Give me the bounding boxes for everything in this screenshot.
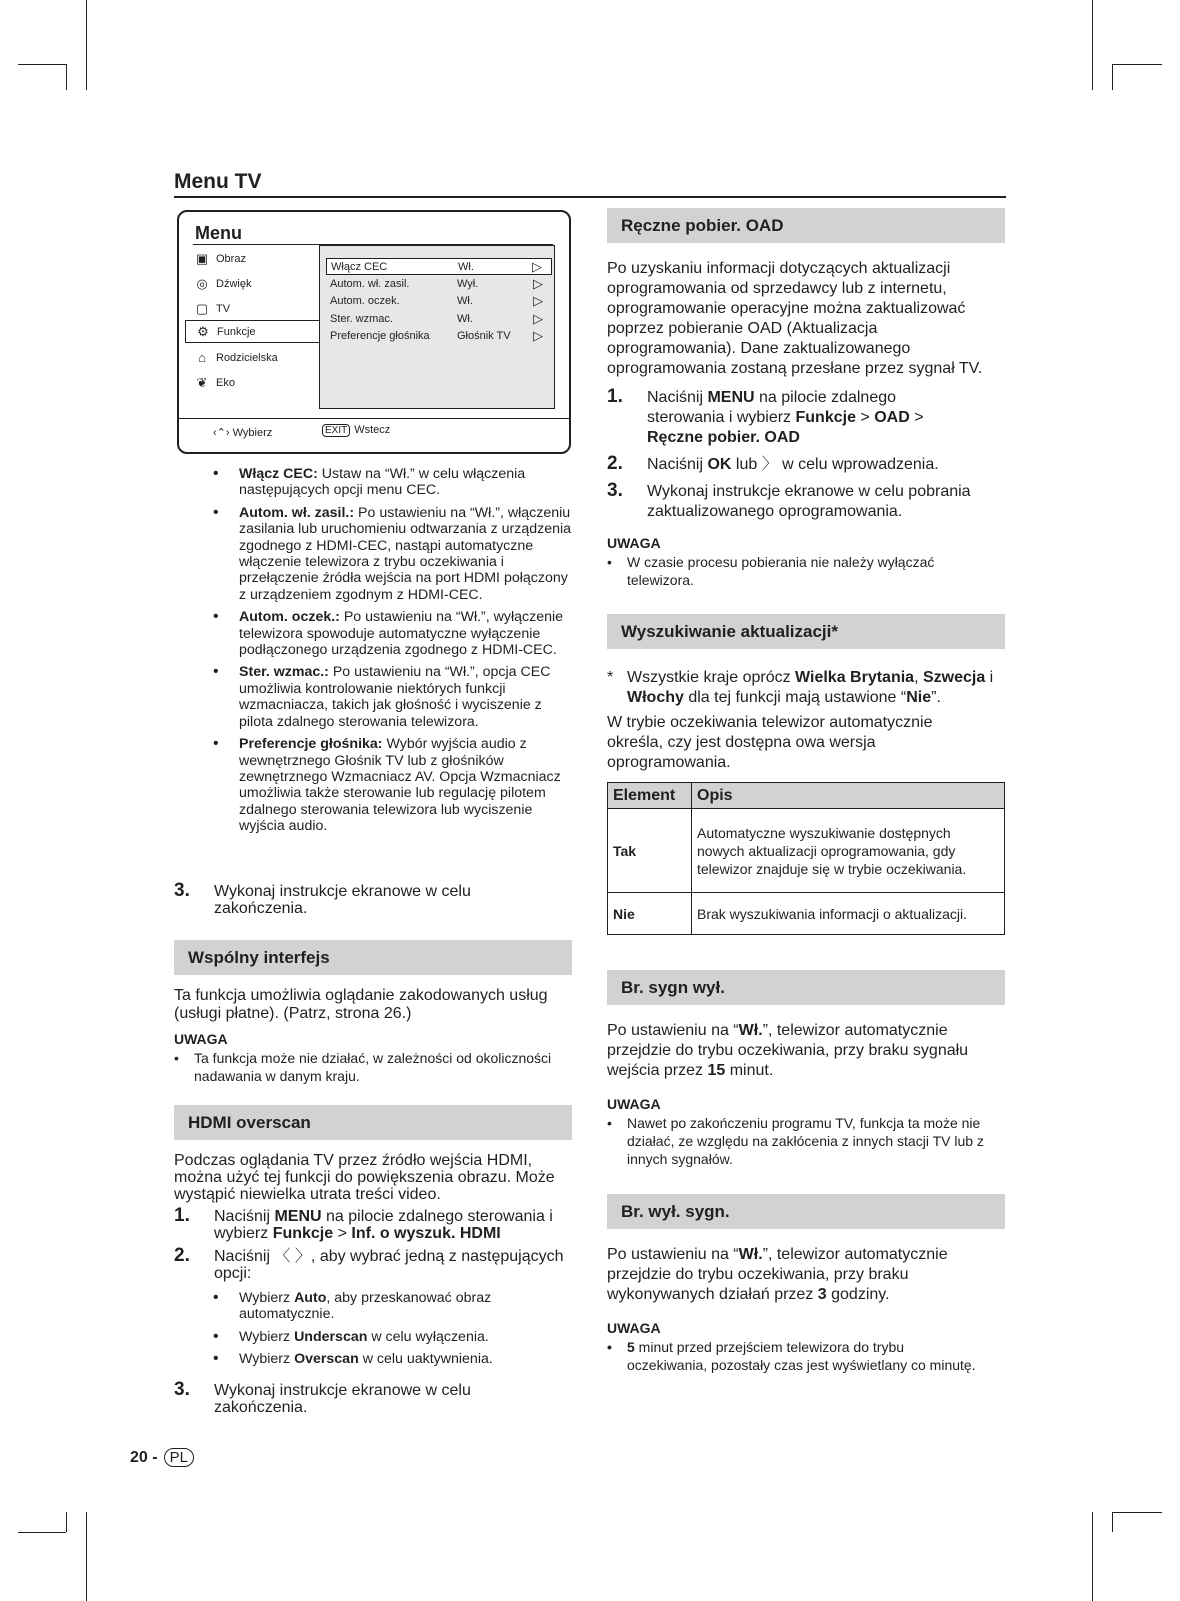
row-label: Autom. wł. zasil. — [330, 278, 410, 290]
play-arrow-icon: ▷ — [532, 259, 542, 274]
lock-icon: ⌂ — [198, 350, 206, 365]
picture-icon: ▣ — [195, 250, 209, 266]
menu-item-label: Eko — [216, 376, 235, 389]
list-item: • Wybierz Underscan w celu wyłączenia. — [213, 1329, 573, 1345]
paragraph: Po ustawieniu na “Wł.”, telewizor automatycznie przejdzie do trybu oczekiwania, przy braku wykonywanych działań przez 3 godziny. — [607, 1246, 948, 1303]
crop-mark — [18, 64, 66, 65]
note-heading: UWAGA — [607, 1320, 661, 1336]
submenu-row[interactable] — [326, 258, 552, 275]
play-arrow-icon: ▷ — [533, 311, 543, 326]
tv-icon: ▢ — [195, 300, 209, 316]
table-header: Opis — [692, 783, 1005, 809]
list-item: • Wybierz Overscan w celu uaktywnienia. — [213, 1351, 573, 1367]
menu-item-obraz[interactable] — [192, 247, 322, 270]
table-row — [608, 893, 1005, 935]
menu-item-label: Obraz — [216, 252, 246, 265]
submenu-panel — [319, 245, 555, 409]
paragraph: Ta funkcja umożliwia oglądanie zakodowanych usług (usługi płatne). (Patrz, strona 26.) — [174, 987, 548, 1022]
submenu-row[interactable] — [326, 328, 552, 345]
menu-item-tv[interactable] — [192, 297, 322, 320]
menu-item-rodzicielska[interactable] — [192, 346, 322, 369]
hdmi-option-list — [213, 1290, 573, 1374]
paragraph: Po ustawieniu na “Wł.”, telewizor automatycznie przejdzie do trybu oczekiwania, przy braku sygnału wejścia przez 15 minut. — [607, 1022, 969, 1079]
menu-item-label: Dźwięk — [216, 277, 252, 290]
crop-mark — [1112, 1512, 1113, 1532]
submenu-row[interactable] — [326, 311, 552, 328]
crop-mark — [1112, 64, 1162, 65]
page-number: 20 - — [130, 1448, 158, 1466]
footer-back-label: Wstecz — [354, 424, 391, 436]
row-value: Głośnik TV — [457, 330, 511, 342]
menu-item-dzwiek[interactable] — [192, 272, 322, 295]
row-label: Włącz CEC — [331, 261, 388, 273]
list-item: • Wybierz Auto, aby przeskanować obraz automatycznie. — [213, 1290, 573, 1323]
table-header: Element — [608, 783, 692, 809]
crop-mark — [66, 1512, 67, 1532]
page-title: Menu TV — [174, 170, 262, 193]
list-item: • Włącz CEC: Ustaw na “Wł.” w celu włączenia następujących opcji menu CEC. — [213, 466, 573, 499]
footer-select — [213, 426, 272, 439]
play-arrow-icon: ▷ — [533, 328, 543, 343]
title-rule — [174, 196, 1006, 198]
update-options-table — [607, 782, 1005, 935]
menu-item-label: Rodzicielska — [216, 351, 278, 364]
section-heading: Wyszukiwanie aktualizacji* — [607, 614, 1005, 649]
footer-back — [322, 424, 390, 437]
navigate-arrows-icon: ‹⌃› — [213, 427, 230, 439]
note: • Nawet po zakończeniu programu TV, funkcja ta może nie działać, ze względu na zakłócenia z innych stacji TV lub z innych sygnałów. — [607, 1115, 984, 1167]
language-badge: PL — [164, 1448, 194, 1467]
eco-icon: ❦ — [196, 374, 208, 390]
section-heading: Ręczne pobier. OAD — [607, 208, 1005, 243]
submenu-row[interactable] — [326, 293, 552, 310]
footnote: * Wszystkie kraje oprócz Wielka Brytania, Szwecja i Włochy dla tej funkcji mają ustawione “Nie”. — [607, 669, 994, 706]
paragraph: W trybie oczekiwania telewizor automatycznie określa, czy jest dostępna owa wersja oprogramowania. — [607, 714, 933, 771]
cec-option-list — [213, 466, 573, 841]
crop-mark — [1092, 1512, 1093, 1601]
crop-mark — [86, 0, 87, 90]
row-label: Preferencje głośnika — [330, 330, 430, 342]
menu-item-eko[interactable] — [192, 371, 322, 394]
table-cell: Automatyczne wyszukiwanie dostępnych nowych aktualizacji oprogramowania, gdy telewizor znajduje się w trybie oczekiwania. — [692, 809, 1005, 893]
list-item: • Ster. wzmac.: Po ustawieniu na “Wł.”, opcja CEC umożliwia kontrolowanie niektórych funkcji wzmacniacza, takich jak głośność i wyciszenie z pilota zdalnego sterowania telewizora. — [213, 664, 573, 730]
page-footer — [130, 1448, 194, 1467]
menu-screen — [177, 210, 571, 454]
menu-item-funkcje[interactable] — [185, 320, 327, 343]
crop-mark — [1092, 0, 1093, 90]
menu-item-label: Funkcje — [217, 325, 256, 338]
list-item: • Preferencje głośnika: Wybór wyjścia audio z wewnętrznego Głośnik TV lub z głośników zewnętrznego Wzmacniacz AV. Opcja Wzmacniacz umożliwia także sterowanie lub regulację pilotem zdalnego sterowania telewizora lub wyciszenie wyjścia audio. — [213, 736, 573, 834]
row-label: Autom. oczek. — [330, 295, 400, 307]
section-heading: Br. wył. sygn. — [607, 1194, 1005, 1229]
functions-icon: ⚙ — [197, 323, 209, 339]
paragraph: Po uzyskaniu informacji dotyczących aktualizacji oprogramowania od sprzedawcy lub z internetu, oprogramowanie operacyjne można zaktualizować poprzez pobieranie OAD (Aktualizacja oprogramowania). Dane zaktualizowanego oprogramowania zostaną przesłane przez sygnał TV. — [607, 260, 983, 377]
table-header-row — [608, 783, 1005, 809]
row-value: Wł. — [457, 295, 473, 307]
row-value: Wył. — [457, 278, 479, 290]
crop-mark — [1112, 64, 1113, 90]
row-value: Wł. — [458, 261, 474, 273]
table-cell: Tak — [608, 809, 692, 893]
crop-mark — [18, 1532, 66, 1533]
section-heading: Wspólny interfejs — [174, 940, 572, 975]
list-item: • Autom. oczek.: Po ustawieniu na “Wł.”, wyłączenie telewizora spowoduje automatyczne wyłączenie podłączonego urządzenia zgodnego z HDMI-CEC. — [213, 609, 573, 658]
screen-footer-rule — [179, 418, 569, 419]
note-heading: UWAGA — [607, 535, 661, 551]
submenu-row[interactable] — [326, 276, 552, 293]
crop-mark — [66, 64, 67, 90]
note-heading: UWAGA — [607, 1096, 661, 1112]
play-arrow-icon: ▷ — [533, 293, 543, 308]
table-cell: Brak wyszukiwania informacji o aktualizacji. — [692, 893, 1005, 935]
crop-mark — [86, 1512, 87, 1601]
paragraph: Podczas oglądania TV przez źródło wejścia HDMI, można użyć tej funkcji do powiększenia obrazu. Może wystąpić niewielka utrata treści video. — [174, 1152, 555, 1203]
exit-key-icon: EXIT — [322, 424, 350, 437]
section-heading: HDMI overscan — [174, 1105, 572, 1140]
screen-title: Menu — [195, 223, 242, 243]
table-cell: Nie — [608, 893, 692, 935]
row-value: Wł. — [457, 313, 473, 325]
note: • 5 minut przed przejściem telewizora do trybu oczekiwania, pozostały czas jest wyświetlany co minutę. — [607, 1339, 976, 1373]
row-label: Ster. wzmac. — [330, 313, 393, 325]
note: • W czasie procesu pobierania nie należy wyłączać telewizora. — [607, 554, 935, 588]
list-item: • Autom. wł. zasil.: Po ustawieniu na “Wł.”, włączeniu zasilania lub uruchomieniu odtwarzania z urządzenia zgodnego z HDMI-CEC, nastąpi automatyczne włączenie telewizora z trybu oczekiwania i przełączenie źródła wejścia na port HDMI połączony z urządzeniem zgodnym z HDMI-CEC. — [213, 505, 573, 603]
sound-icon: ◎ — [196, 275, 208, 291]
note: • Ta funkcja może nie działać, w zależności od okoliczności nadawania w danym kraju. — [174, 1050, 552, 1084]
section-heading: Br. sygn wył. — [607, 970, 1005, 1005]
crop-mark — [1112, 1512, 1162, 1513]
note-heading: UWAGA — [174, 1031, 228, 1047]
footer-select-label: Wybierz — [232, 427, 273, 439]
play-arrow-icon: ▷ — [533, 276, 543, 291]
menu-item-label: TV — [216, 302, 231, 315]
table-row — [608, 809, 1005, 893]
